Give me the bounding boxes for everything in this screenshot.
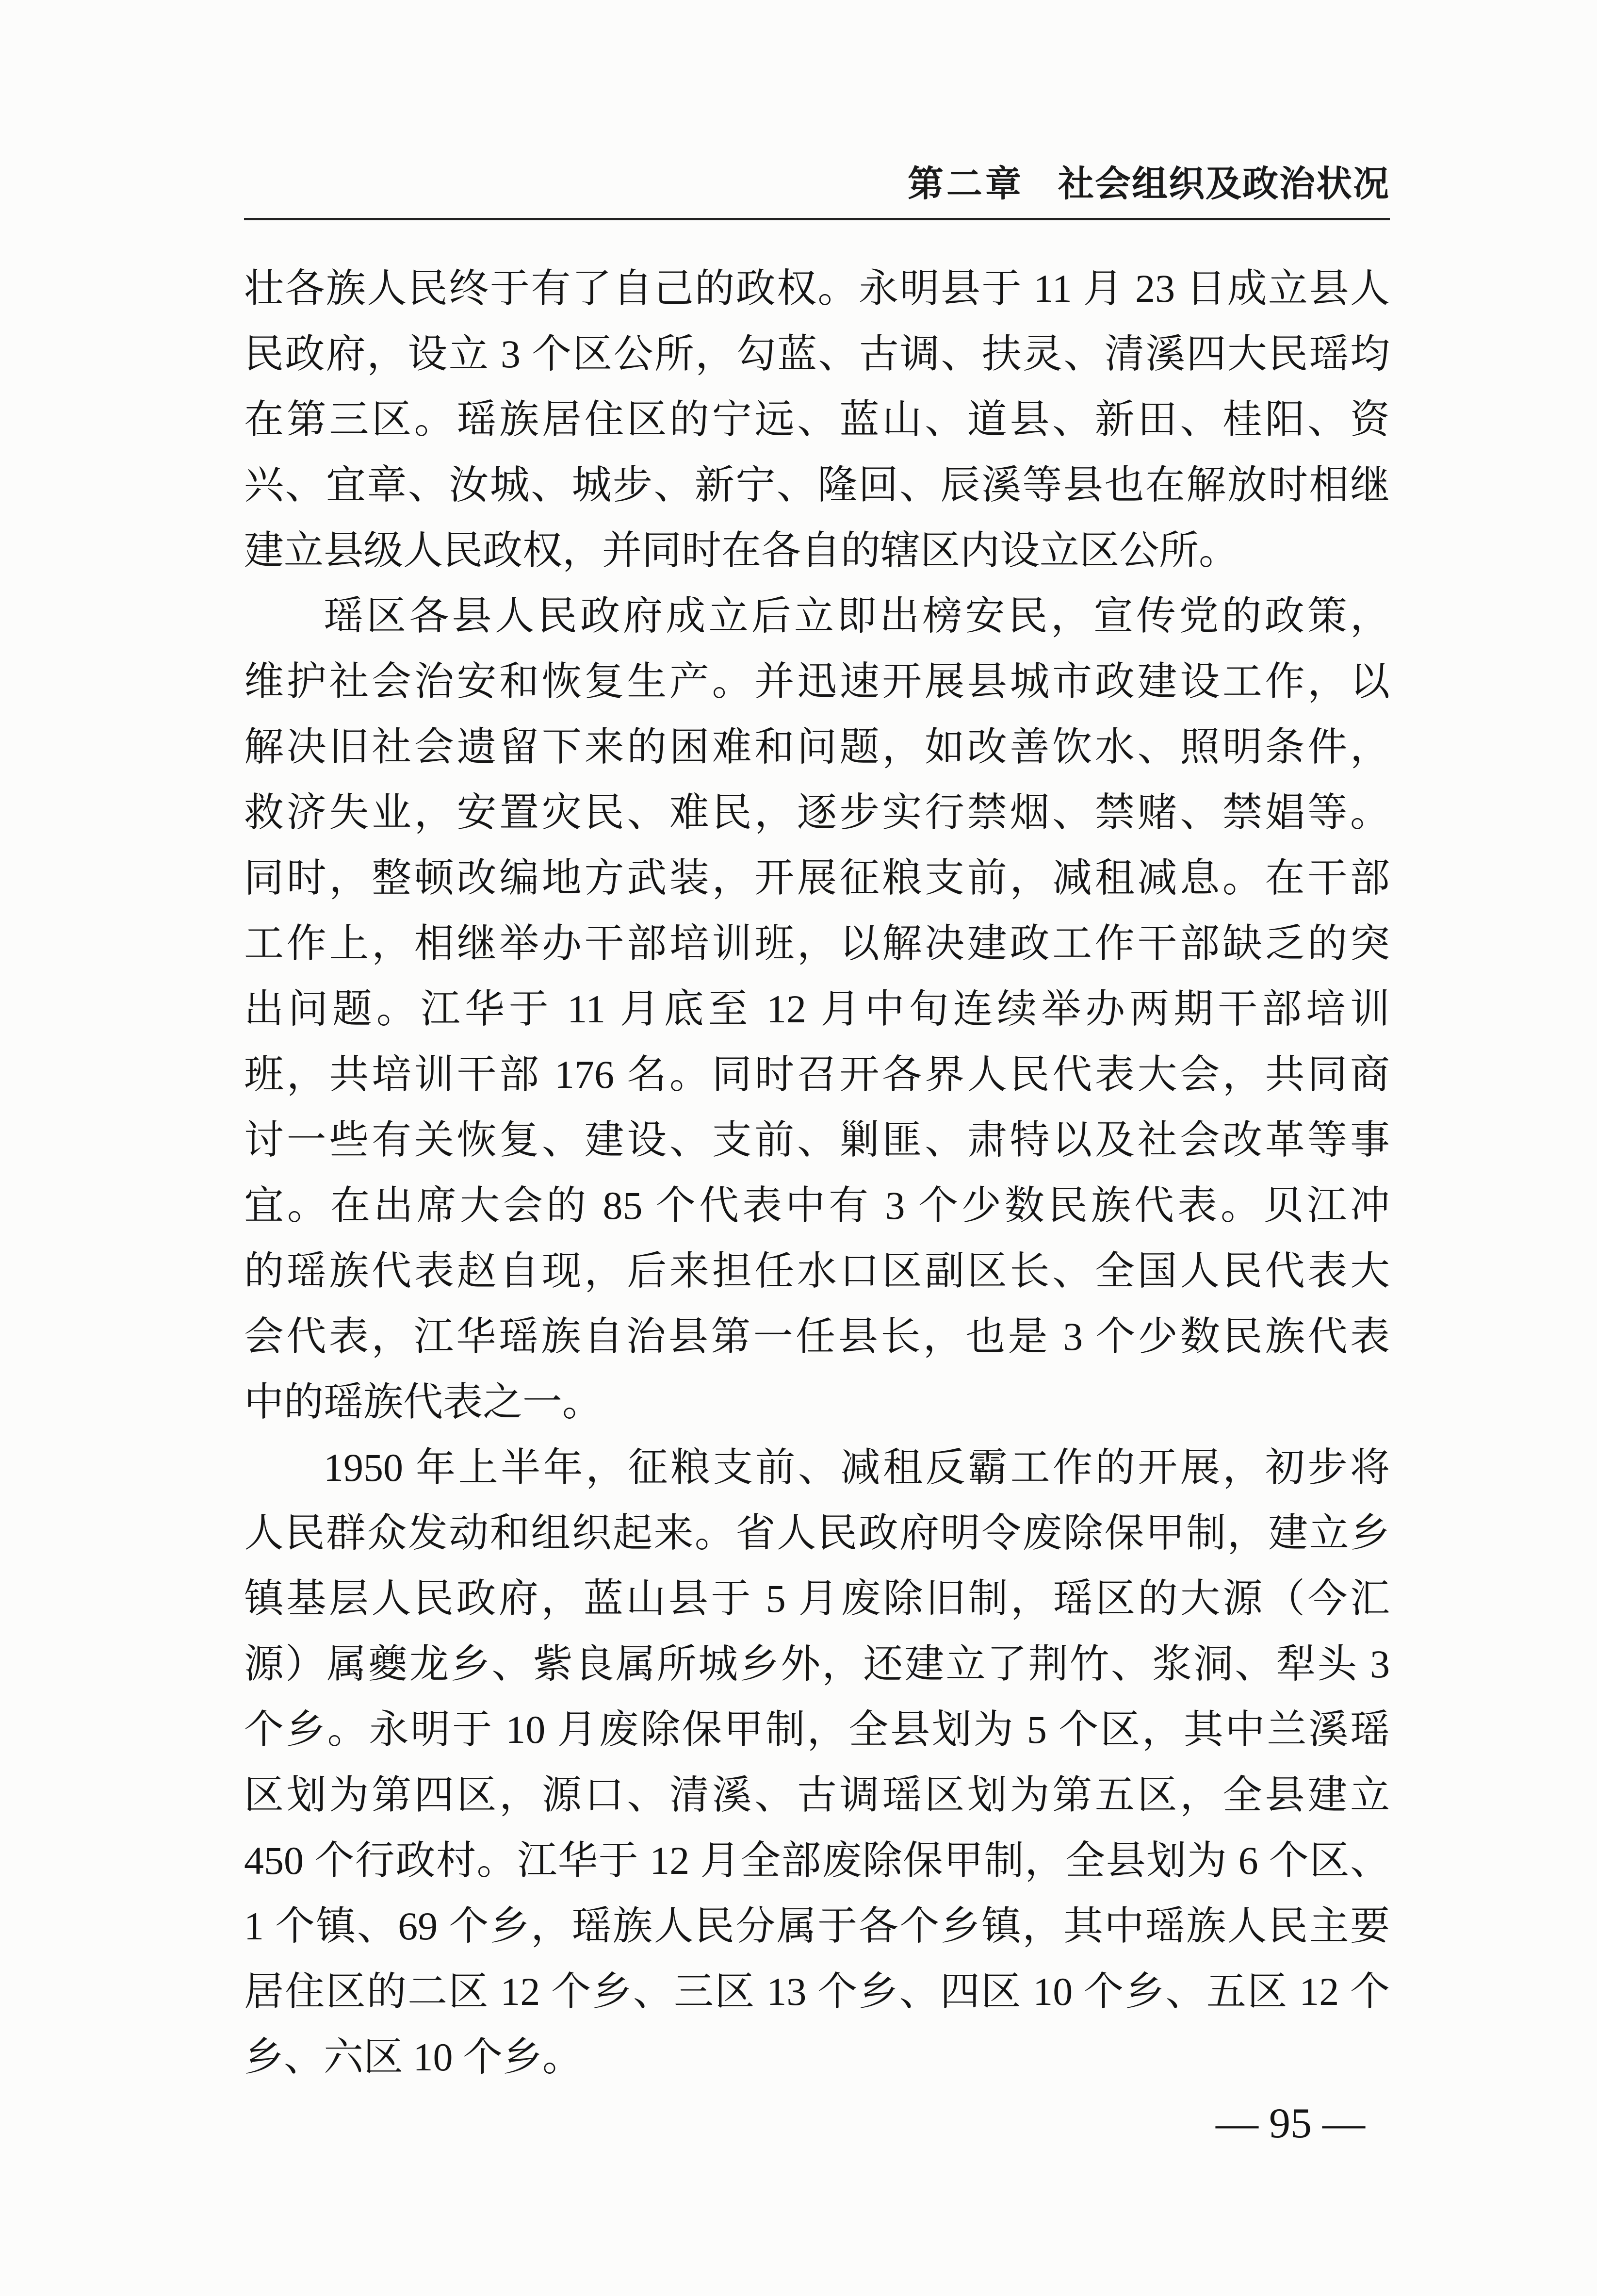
text-line: 解决旧社会遗留下来的困难和问题，如改善饮水、照明条件， (244, 725, 1390, 769)
text-line: 源）属夔龙乡、紫良属所城乡外，还建立了荆竹、浆洞、犁头 3 (244, 1642, 1390, 1686)
text-line: 个乡。永明于 10 月废除保甲制，全县划为 5 个区，其中兰溪瑶 (244, 1707, 1390, 1752)
text-line: 讨一些有关恢复、建设、支前、剿匪、肃特以及社会改革等事 (244, 1118, 1390, 1162)
text-line: 1 个镇、69 个乡，瑶族人民分属于各个乡镇，其中瑶族人民主要 (244, 1904, 1390, 1948)
text-line: 镇基层人民政府，蓝山县于 5 月废除旧制，瑶区的大源（今汇 (244, 1576, 1390, 1621)
text-line: 宜。在出席大会的 85 个代表中有 3 个少数民族代表。贝江冲 (244, 1183, 1390, 1228)
text-line: 会代表，江华瑶族自治县第一任县长，也是 3 个少数民族代表 (244, 1314, 1390, 1359)
page-number: — 95 — (1216, 2100, 1365, 2147)
header-rule (244, 218, 1390, 220)
text-line: 中的瑶族代表之一。 (244, 1380, 603, 1424)
text-line: 出问题。江华于 11 月底至 12 月中旬连续举办两期干部培训 (244, 987, 1390, 1031)
text-line: 建立县级人民政权，并同时在各自的辖区内设立区公所。 (244, 528, 1239, 573)
text-line: 工作上，相继举办干部培训班，以解决建政工作干部缺乏的突 (244, 921, 1390, 966)
running-head-chapter: 第二章 (908, 164, 1024, 204)
text-line: 维护社会治安和恢复生产。并迅速开展县城市政建设工作，以 (244, 659, 1390, 704)
paragraph-1 (244, 256, 1390, 583)
running-head-title: 社会组织及政治状况 (1058, 164, 1390, 204)
text-line: 班，共培训干部 176 名。同时召开各界人民代表大会，共同商 (244, 1052, 1390, 1097)
text-line: 乡、六区 10 个乡。 (244, 2035, 583, 2079)
text-line: 救济失业，安置灾民、难民，逐步实行禁烟、禁赌、禁娼等。 (244, 790, 1390, 835)
paragraph-2 (244, 583, 1390, 1435)
text-line: 在第三区。瑶族居住区的宁远、蓝山、道县、新田、桂阳、资 (244, 397, 1390, 442)
text-line: 民政府，设立 3 个区公所，勾蓝、古调、扶灵、清溪四大民瑶均 (244, 332, 1390, 376)
body-text (244, 256, 1390, 2090)
text-line: 同时，整顿改编地方武装，开展征粮支前，减租减息。在干部 (244, 856, 1390, 900)
text-line: 人民群众发动和组织起来。省人民政府明令废除保甲制，建立乡 (244, 1511, 1390, 1555)
text-line: 1950 年上半年，征粮支前、减租反霸工作的开展，初步将 (324, 1445, 1390, 1490)
text-line: 壮各族人民终于有了自己的政权。永明县于 11 月 23 日成立县人 (244, 266, 1390, 311)
text-line: 450 个行政村。江华于 12 月全部废除保甲制，全县划为 6 个区、 (244, 1838, 1390, 1883)
paragraph-3 (244, 1435, 1390, 2090)
running-head (244, 160, 1390, 209)
text-line: 区划为第四区，源口、清溪、古调瑶区划为第五区，全县建立 (244, 1773, 1390, 1817)
text-line: 居住区的二区 12 个乡、三区 13 个乡、四区 10 个乡、五区 12 个 (244, 1969, 1390, 2014)
text-line: 兴、宜章、汝城、城步、新宁、隆回、辰溪等县也在解放时相继 (244, 463, 1390, 507)
text-line: 的瑶族代表赵自现，后来担任水口区副区长、全国人民代表大 (244, 1249, 1390, 1293)
text-line: 瑶区各县人民政府成立后立即出榜安民，宣传党的政策， (324, 594, 1390, 638)
